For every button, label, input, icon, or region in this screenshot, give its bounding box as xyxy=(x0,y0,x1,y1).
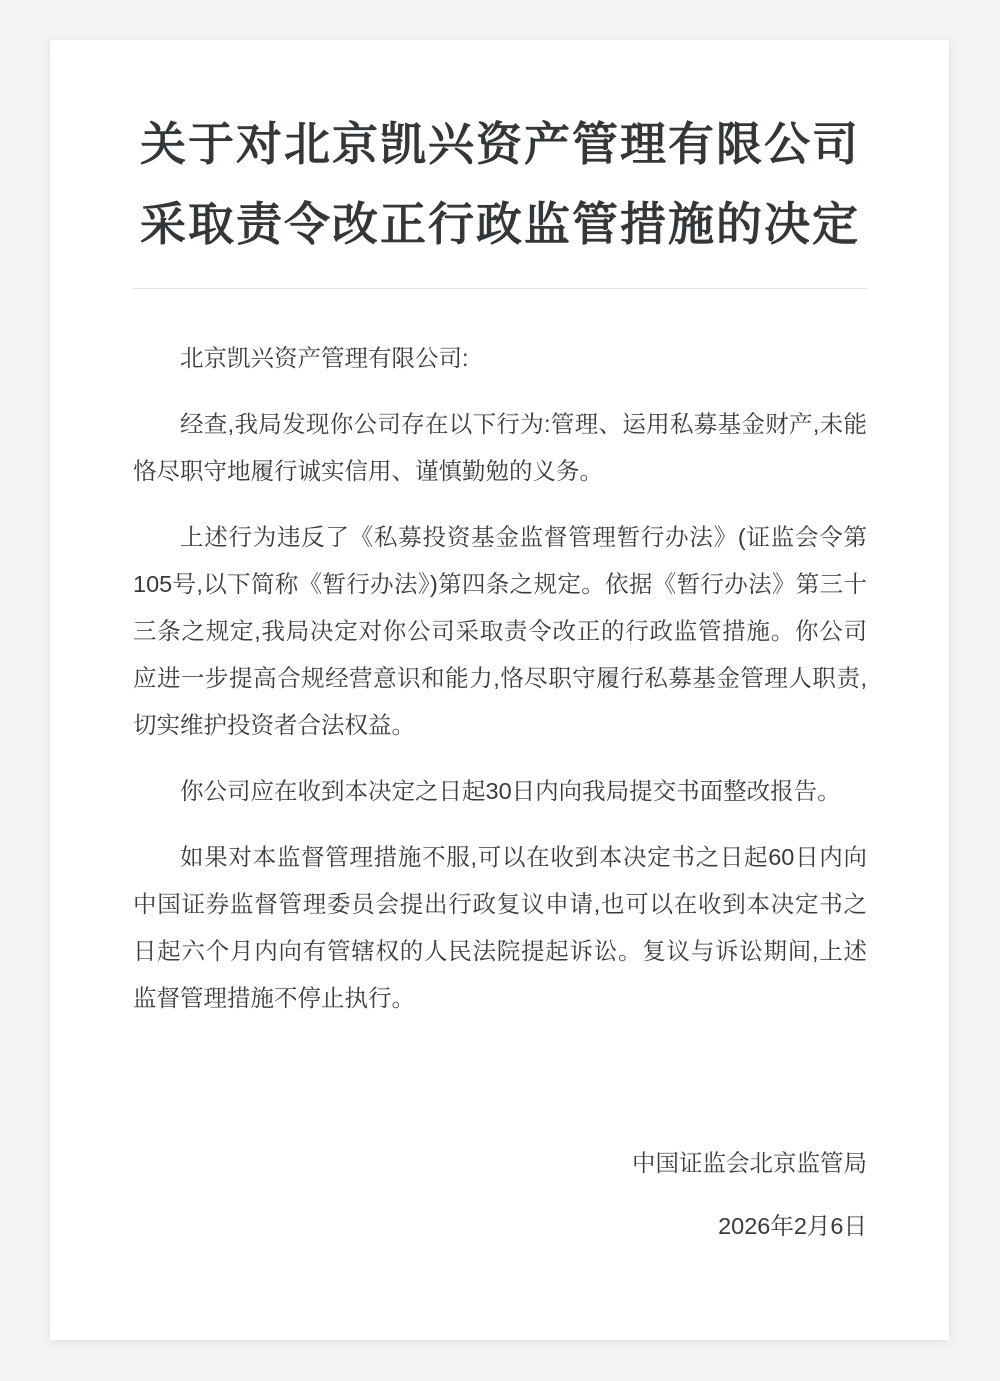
paragraph-violation-and-measure: 上述行为违反了《私募投资基金监督管理暂行办法》(证监会令第105号,以下简称《暂行办法》)第四条之规定。依据《暂行办法》第三十三条之规定,我局决定对你公司采取责令改正的行政监管措施。你公司应进一步提高合规经营意识和能力,恪尽职守履行私募基金管理人职责,切实维护投资者合法权益。 xyxy=(133,524,867,738)
paragraph-findings: 经查,我局发现你公司存在以下行为:管理、运用私募基金财产,未能恪尽职守地履行诚实信用、谨慎勤勉的义务。 xyxy=(133,411,867,484)
issue-date: 2026年2月6日 xyxy=(718,1213,867,1239)
document-card xyxy=(50,40,949,1340)
document-title: 关于对北京凯兴资产管理有限公司采取责令改正行政监管措施的决定 xyxy=(140,118,860,250)
issuing-authority: 中国证监会北京监管局 xyxy=(632,1150,867,1176)
document-body xyxy=(133,335,867,1022)
recipient-line: 北京凯兴资产管理有限公司: xyxy=(180,345,469,371)
paragraph-appeal-rights: 如果对本监督管理措施不服,可以在收到本决定书之日起60日内向中国证券监督管理委员会提出行政复议申请,也可以在收到本决定书之日起六个月内向有管辖权的人民法院提起诉讼。复议与诉讼期间,上述监督管理措施不停止执行。 xyxy=(133,844,867,1011)
title-divider xyxy=(133,288,867,289)
signature-block xyxy=(133,1140,867,1250)
paragraph-report-requirement: 你公司应在收到本决定之日起30日内向我局提交书面整改报告。 xyxy=(180,778,841,804)
